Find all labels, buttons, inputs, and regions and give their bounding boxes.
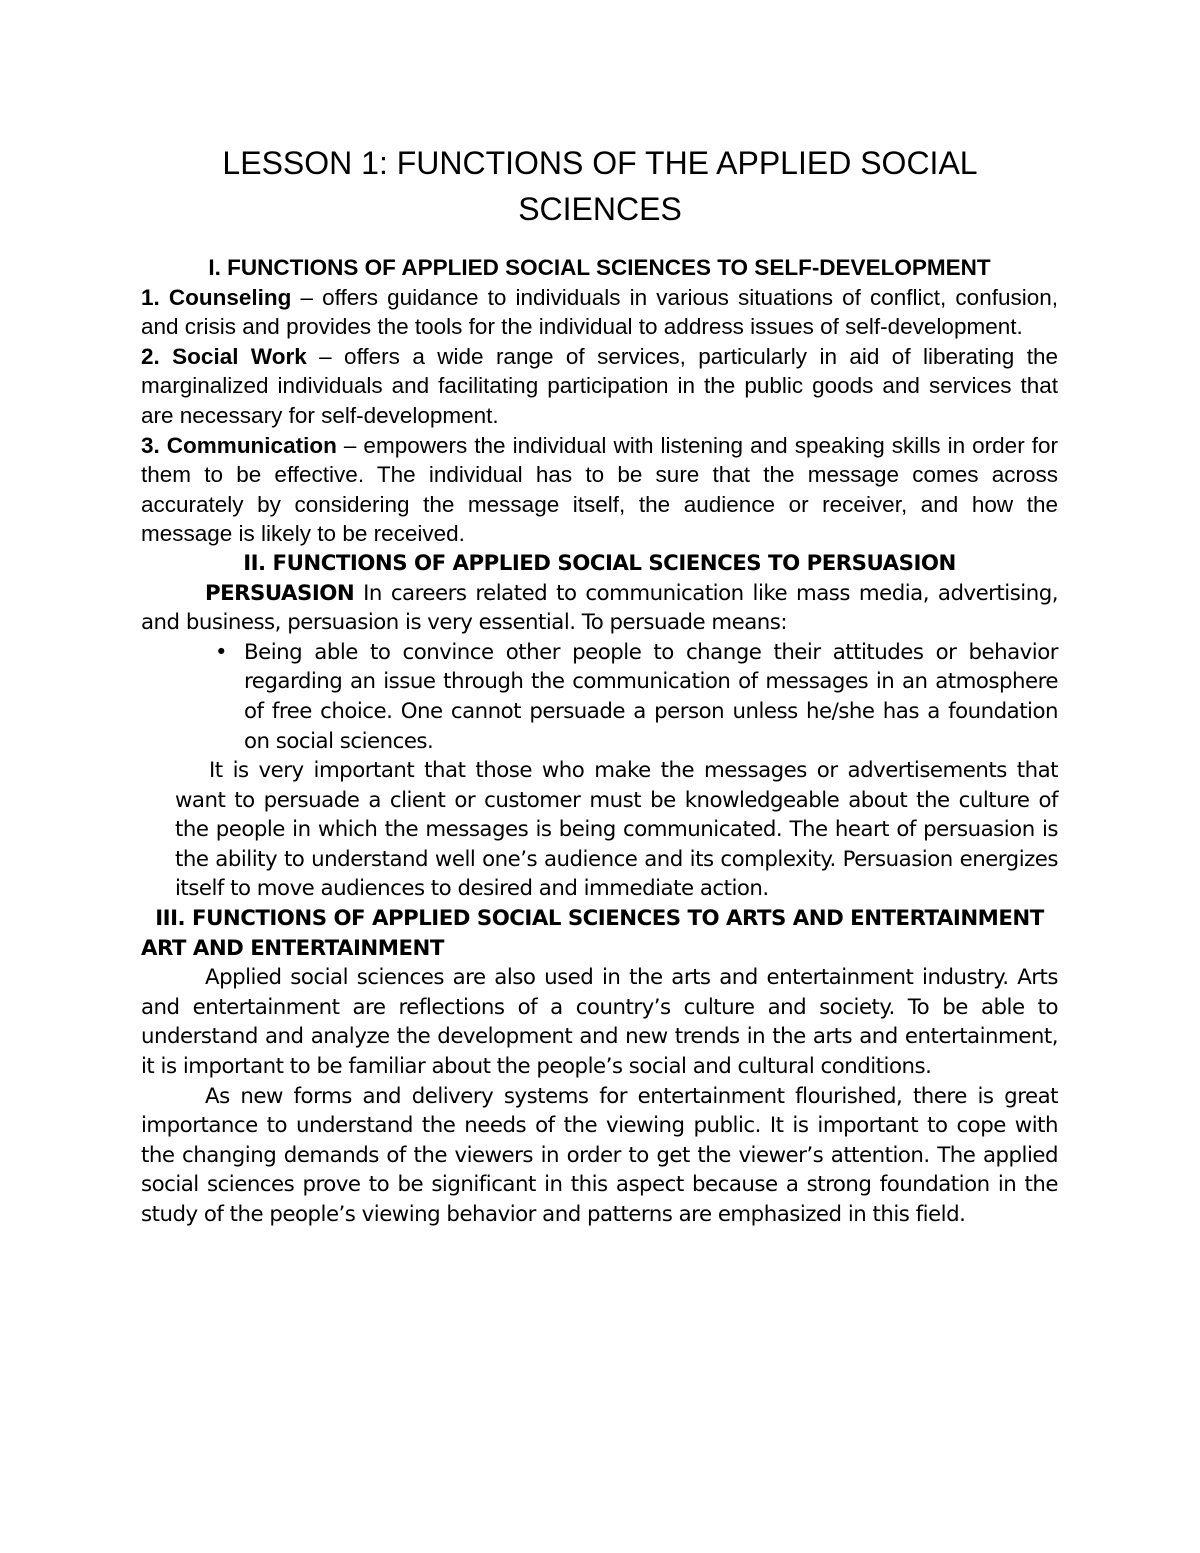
section-3-heading: III. FUNCTIONS OF APPLIED SOCIAL SCIENCES TO ARTS AND ENTERTAINMENT — [155, 906, 1044, 932]
item-term: 1. Counseling — [141, 284, 292, 310]
list-item — [215, 638, 1058, 756]
item-text: – empowers the individual with listening and speaking skills in order for them to be effective. The individual has to be sure that the message comes across accurately by considering the message itself, the audience or receiver, and how the message is likely to be received. — [141, 432, 1058, 547]
intro-term: PERSUASION — [205, 580, 355, 606]
bullet-list — [141, 638, 1058, 756]
intro-text: In careers related to communication like mass media, advertising, and business, persuasion is very essential. To persuade means: — [141, 580, 1058, 636]
persuasion-paragraph: It is very important that those who make the messages or advertisements that want to persuade a client or customer must be knowledgeable about the culture of the people in which the messages is being communicated. The heart of persuasion is the ability to understand well one’s audience and its complexity. Persuasion energizes itself to move audiences to desired and immediate action. — [175, 758, 1058, 902]
bullet-icon: • — [215, 639, 228, 665]
persuasion-intro — [141, 579, 1058, 638]
bullet-text: Being able to convince other people to change their attitudes or behavior regarding an issue through the communication of messages in an atmosphere of free choice. One cannot persuade a person unless he/she has a foundation on social sciences. — [244, 639, 1058, 754]
list-item-counseling — [141, 283, 1058, 342]
list-item-communication — [141, 431, 1058, 549]
section-3-subheading: ART AND ENTERTAINMENT — [141, 935, 444, 961]
list-item-social-work — [141, 342, 1058, 431]
arts-paragraph-2: As new forms and delivery systems for entertainment flourished, there is great importance to understand the needs of the viewing public. It is important to cope with the changing demands of the viewers in order to get the viewer’s attention. The applied social sciences prove to be significant in this aspect because a strong foundation in the study of the people’s viewing behavior and patterns are emphasized in this field. — [141, 1083, 1058, 1227]
item-text: – offers guidance to individuals in various situations of conflict, confusion, and crisis and provides the tools for the individual to address issues of self-development. — [141, 284, 1058, 340]
section-2-heading: II. FUNCTIONS OF APPLIED SOCIAL SCIENCES TO PERSUASION — [243, 550, 956, 576]
document-body — [141, 253, 1058, 1230]
item-term: 3. Communication — [141, 432, 337, 458]
page-title: LESSON 1: FUNCTIONS OF THE APPLIED SOCIAL SCIENCES — [222, 145, 978, 227]
section-1-heading: I. FUNCTIONS OF APPLIED SOCIAL SCIENCES TO SELF-DEVELOPMENT — [208, 255, 991, 280]
item-text: – offers a wide range of services, particularly in aid of liberating the marginalized individuals and facilitating participation in the public goods and services that are necessary for self-development. — [141, 343, 1058, 428]
arts-paragraph-1: Applied social sciences are also used in the arts and entertainment industry. Arts and entertainment are reflections of a country’s culture and society. To be able to understand and analyze the development and new trends in the arts and entertainment, it is important to be familiar about the people’s social and cultural conditions. — [141, 965, 1058, 1080]
item-term: 2. Social Work — [141, 343, 307, 369]
